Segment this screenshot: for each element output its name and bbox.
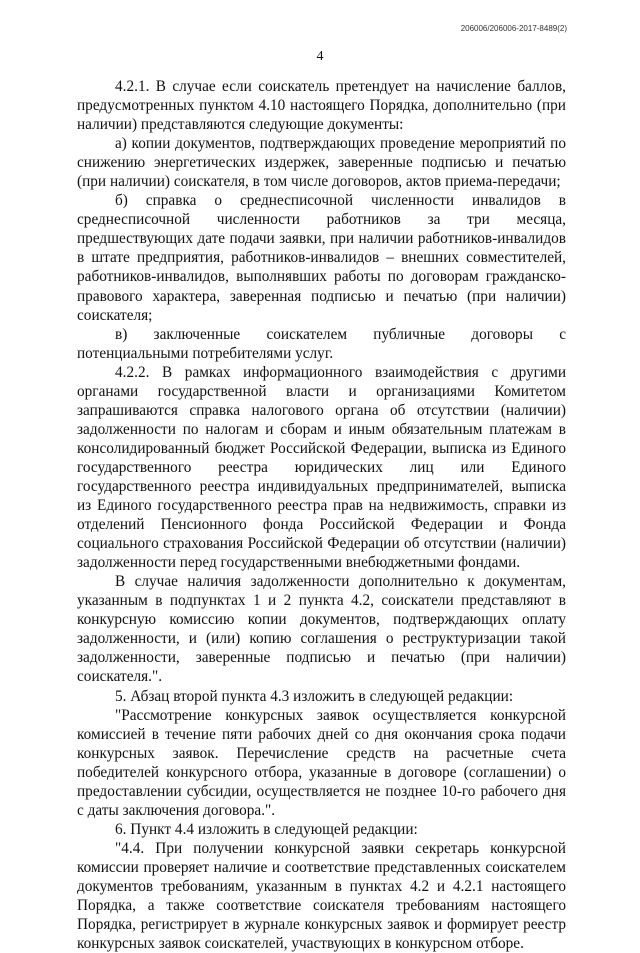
paragraph-item-v: в) заключенные соискателем публичные договоры с потенциальными потребителями услуг. [77, 325, 566, 362]
paragraph-4-2-2: 4.2.2. В рамках информационного взаимодействия с другими органами государственной власти и организациями Комитетом запрашиваются справка налогового органа об отсутствии (наличии) задолженности по налогам и сборам и иным обязательным платежам в консолидированный бюджет Российской Федерации, выписка из Единого государственного реестра юридических лиц или Единого государственного реестра индивидуальных предпринимателей, выписка из Единого государственного реестра прав на недвижимость, справки из отделений Пенсионного фонда Российской Федерации и Фонда социального страхования Российской Федерации об отсутствии (наличии) задолженности перед государственными внебюджетными фондами. [77, 363, 566, 572]
paragraph-4-4-text: "4.4. При получении конкурсной заявки секретарь конкурсной комиссии проверяет наличие и соответствие представленных соискателем документов требованиям, указанным в пунктах 4.2 и 4.2.1 настоящего Порядка, а также соответствие соискателя требованиям настоящего Порядка, регистрирует в журнале конкурсных заявок и формирует реестр конкурсных заявок соискателей, участвующих в конкурсном отборе. [77, 839, 566, 953]
paragraph-item-a: а) копии документов, подтверждающих проведение мероприятий по снижению энергетических издержек, заверенные подписью и печатью (при наличии) соискателя, в том числе договоров, актов приема-передачи; [77, 135, 566, 191]
page-number: 4 [316, 49, 324, 64]
paragraph-amend-5: 5. Абзац второй пункта 4.3 изложить в следующей редакции: [115, 687, 514, 705]
paragraph-amend-6: 6. Пункт 4.4 изложить в следующей редакции: [115, 820, 418, 838]
paragraph-4-3-text: "Рассмотрение конкурсных заявок осуществляется конкурсной комиссией в течение пяти рабочих дней со дня окончания срока подачи конкурсных заявок. Перечисление средств на расчетные счета победителей конкурсного отбора, указанные в договоре (соглашении) о предоставлении субсидии, осуществляется не позднее 10-го рабочего дня с даты заключения договора.". [77, 706, 566, 819]
paragraph-item-b: б) справка о среднесписочной численности инвалидов в среднесписочной численности работников за три месяца, предшествующих дате подачи заявки, при наличии работников-инвалидов в штате предприятия, работников-инвалидов – внешних совместителей, работников-инвалидов, выполнявших работы по договорам гражданско-правового характера, заверенная подписью и печатью (при наличии) соискателя; [77, 192, 566, 324]
paragraph-4-2-1: 4.2.1. В случае если соискатель претендует на начисление баллов, предусмотренных пунктом 4.10 настоящего Порядка, дополнительно (при наличии) представляются следующие документы: [77, 78, 566, 134]
document-id: 206006/206006-2017-8489(2) [460, 24, 567, 33]
paragraph-debt: В случае наличия задолженности дополнительно к документам, указанным в подпунктах 1 и 2 пункта 4.2, соискатели представляют в конкурсную комиссию копии документов, подтверждающих оплату задолженности, и (или) копию соглашения о реструктуризации такой задолженности, заверенные подписью и печатью (при наличии) соискателя.". [77, 573, 566, 686]
document-body [77, 77, 566, 953]
